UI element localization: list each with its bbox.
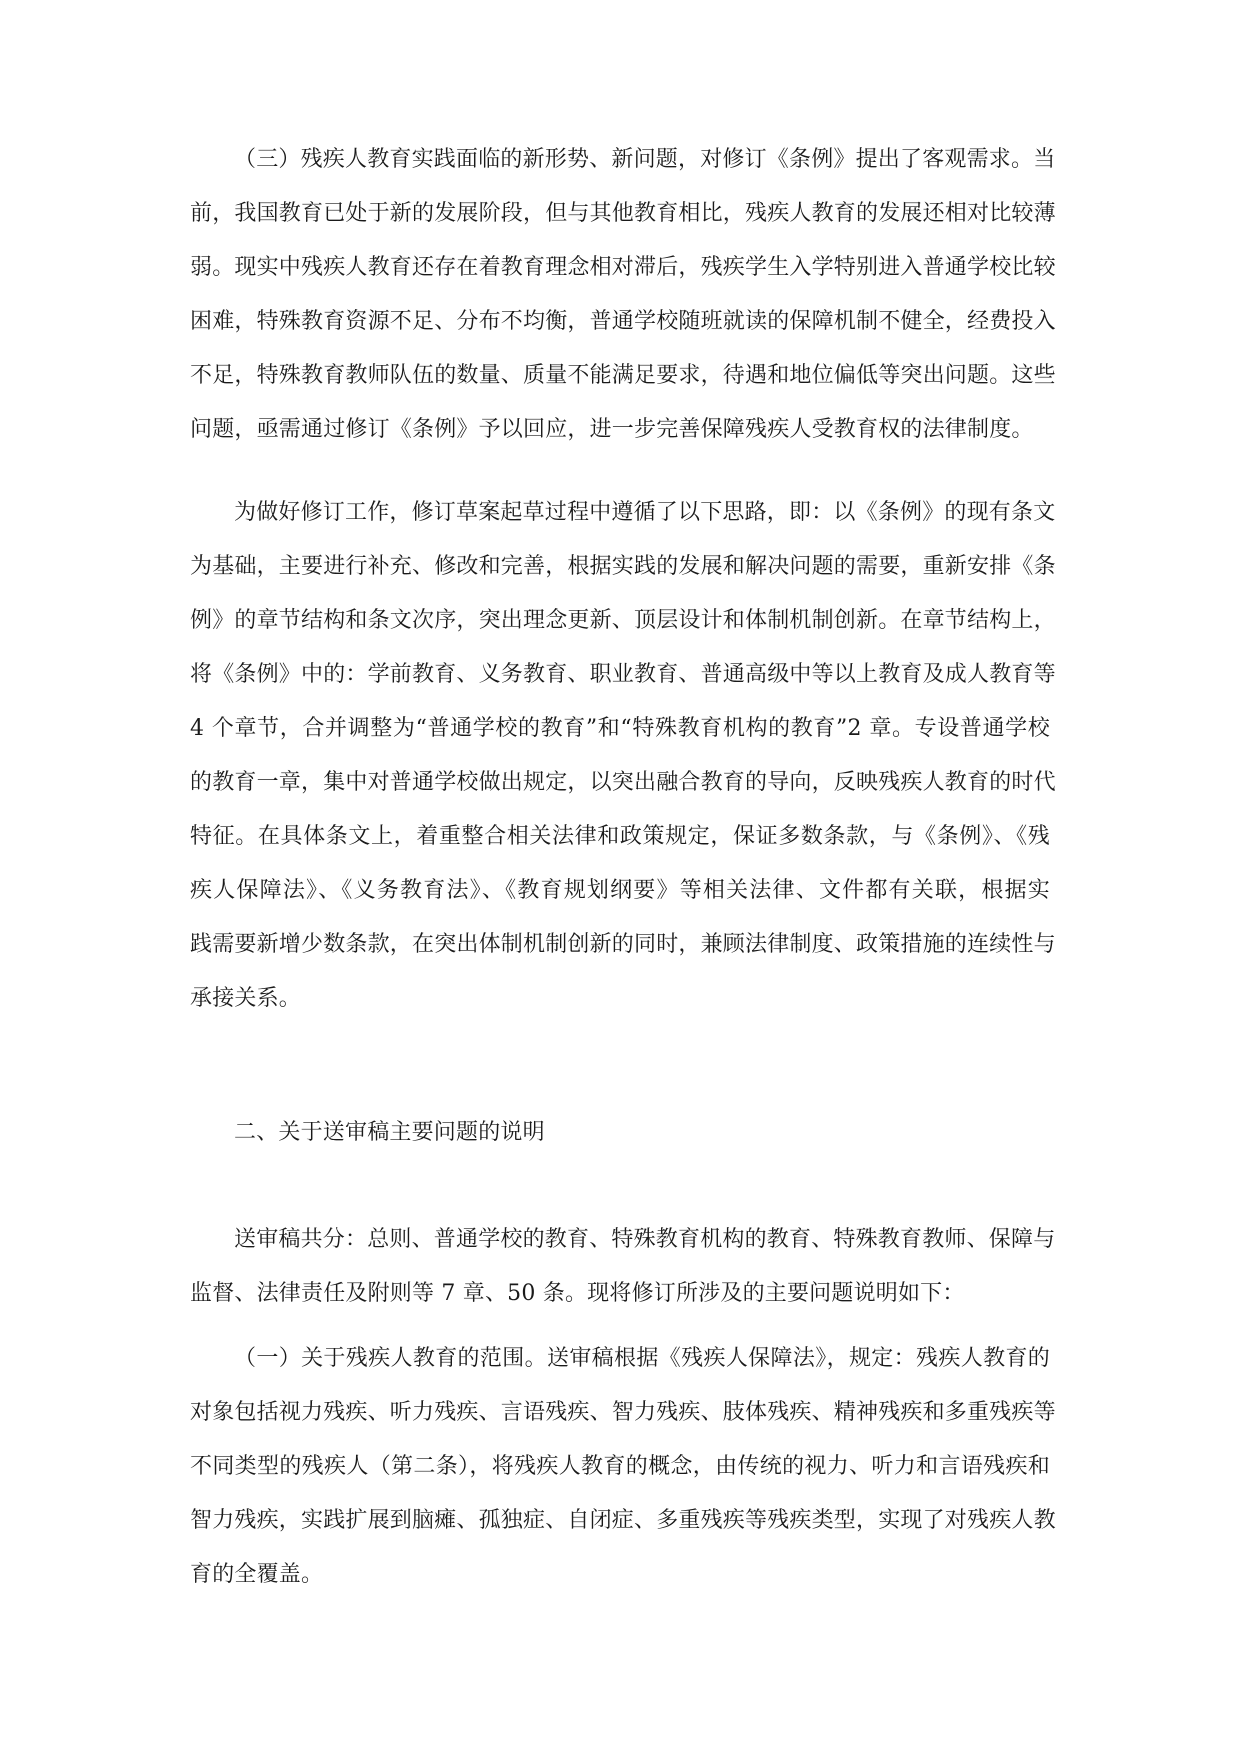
paragraph-structure-overview <box>190 1213 1056 1321</box>
text-line: 不足，特殊教育教师队伍的数量、质量不能满足要求，待遇和地位偏低等突出问题。这些 <box>190 363 1056 388</box>
paragraph-education-scope <box>190 1332 1056 1602</box>
text-line: 践需要新增少数条款，在突出体制机制创新的同时，兼顾法律制度、政策措施的连续性与 <box>190 932 1056 957</box>
section-heading <box>190 1106 1050 1160</box>
text-line: （三）残疾人教育实践面临的新形势、新问题，对修订《条例》提出了客观需求。当 <box>234 147 1056 172</box>
text-line: 智力残疾，实践扩展到脑瘫、孤独症、自闭症、多重残疾等残疾类型，实现了对残疾人教 <box>190 1508 1056 1533</box>
text-line: 弱。现实中残疾人教育还存在着教育理念相对滞后，残疾学生入学特别进入普通学校比较 <box>190 255 1056 280</box>
text-line: 为基础，主要进行补充、修改和完善，根据实践的发展和解决问题的需要，重新安排《条 <box>190 554 1056 579</box>
heading-text: 二、关于送审稿主要问题的说明 <box>234 1120 545 1145</box>
text-line: 监督、法律责任及附则等 7 章、50 条。现将修订所涉及的主要问题说明如下： <box>190 1281 965 1306</box>
text-line: 例》的章节结构和条文次序，突出理念更新、顶层设计和体制机制创新。在章节结构上， <box>190 608 1056 633</box>
text-line: 特征。在具体条文上，着重整合相关法律和政策规定，保证多数条款，与《条例》、《残 <box>190 824 1050 849</box>
paragraph-drafting-approach <box>190 486 1056 1026</box>
text-line: 将《条例》中的：学前教育、义务教育、职业教育、普通高级中等以上教育及成人教育等 <box>190 662 1056 687</box>
text-line: 疾人保障法》、《义务教育法》、《教育规划纲要》等相关法律、文件都有关联，根据实 <box>190 878 1050 903</box>
text-line: 对象包括视力残疾、听力残疾、言语残疾、智力残疾、肢体残疾、精神残疾和多重残疾等 <box>190 1400 1056 1425</box>
text-line: 问题，亟需通过修订《条例》予以回应，进一步完善保障残疾人受教育权的法律制度。 <box>190 417 1034 442</box>
text-line: 育的全覆盖。 <box>190 1562 324 1587</box>
text-line: 不同类型的残疾人（第二条），将残疾人教育的概念，由传统的视力、听力和言语残疾和 <box>190 1454 1050 1479</box>
text-line: 送审稿共分：总则、普通学校的教育、特殊教育机构的教育、特殊教育教师、保障与 <box>234 1227 1056 1252</box>
text-line: （一）关于残疾人教育的范围。送审稿根据《残疾人保障法》，规定：残疾人教育的 <box>234 1346 1050 1371</box>
text-line: 的教育一章，集中对普通学校做出规定，以突出融合教育的导向，反映残疾人教育的时代 <box>190 770 1056 795</box>
text-line: 4 个章节，合并调整为“普通学校的教育”和“特殊教育机构的教育”2 章。专设普通学校 <box>190 716 1050 741</box>
text-line: 为做好修订工作，修订草案起草过程中遵循了以下思路，即：以《条例》的现有条文 <box>234 500 1056 525</box>
text-line: 前，我国教育已处于新的发展阶段，但与其他教育相比，残疾人教育的发展还相对比较薄 <box>190 201 1056 226</box>
text-line: 承接关系。 <box>190 986 302 1011</box>
text-line: 困难，特殊教育资源不足、分布不均衡，普通学校随班就读的保障机制不健全，经费投入 <box>190 309 1056 334</box>
paragraph-background-needs <box>190 133 1056 457</box>
